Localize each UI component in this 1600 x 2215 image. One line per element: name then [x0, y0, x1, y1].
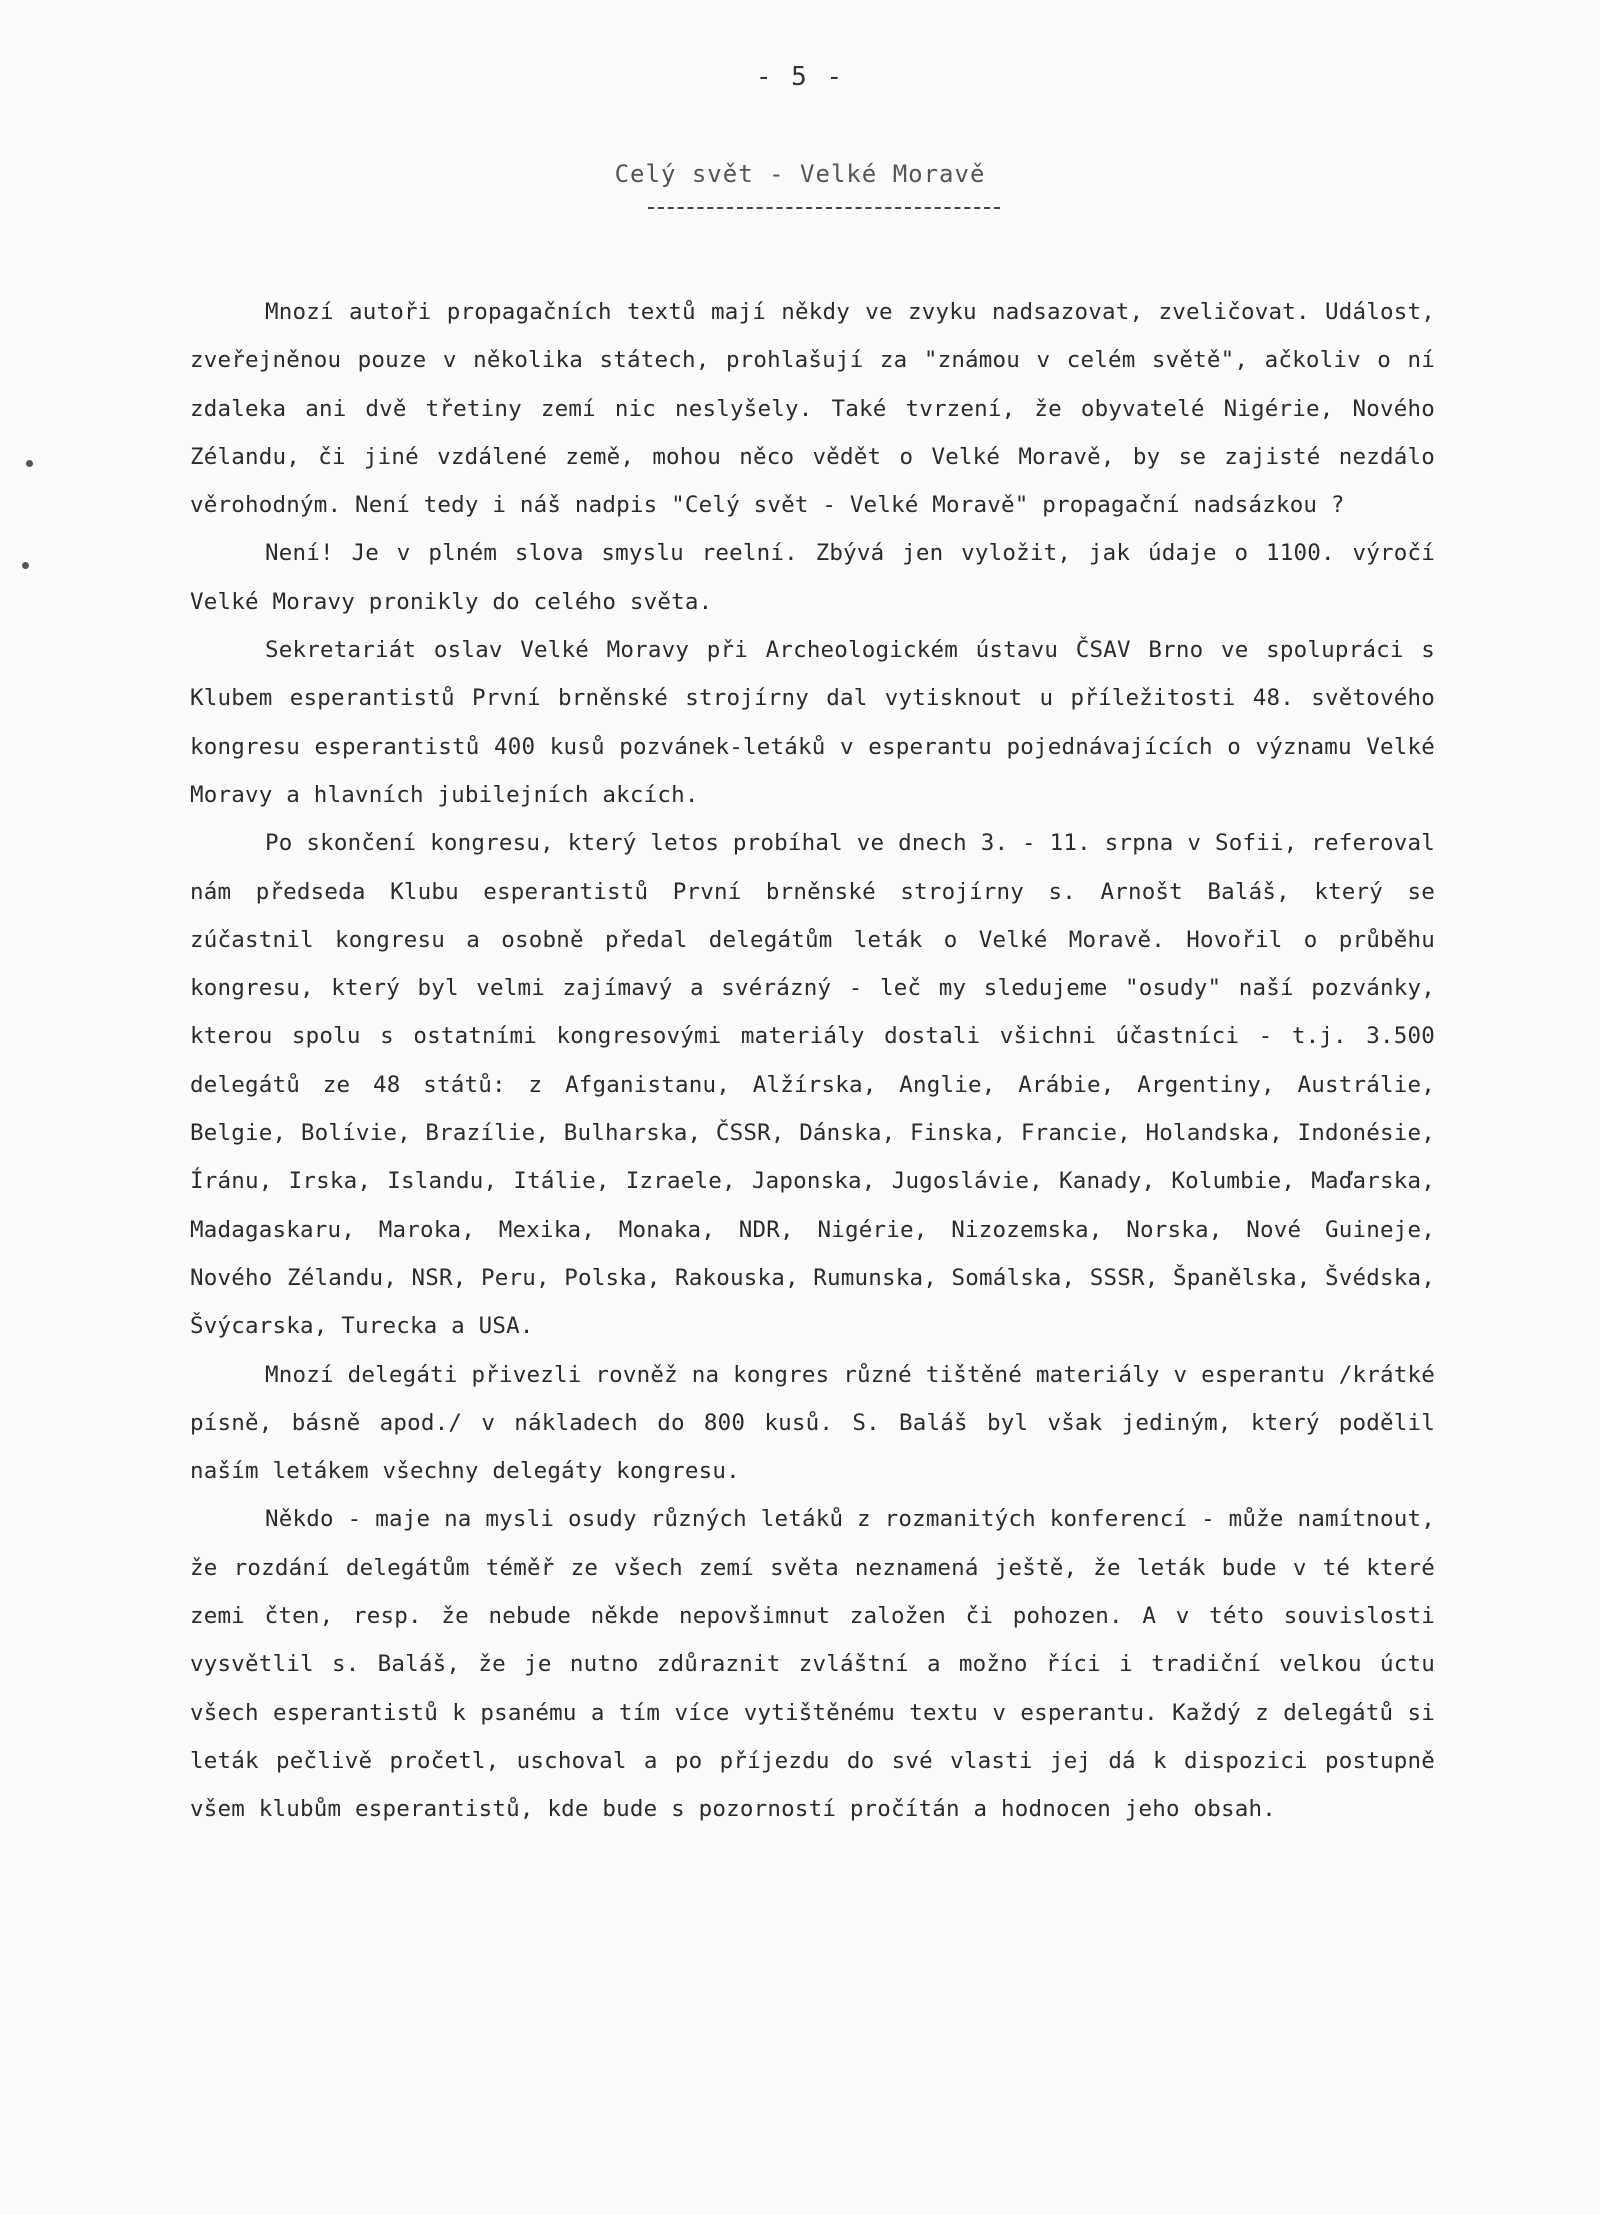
paragraph: Sekretariát oslav Velké Moravy při Archeologickém ústavu ČSAV Brno ve spolupráci s Klubem esperantistů První brněnské strojírny dal vytisknout u příležitosti 48. světového kongresu esperantistů 400 kusů pozvánek-letáků v esperantu pojednávajících o významu Velké Moravy a hlavních jubilejních akcích. — [190, 637, 1435, 808]
title-block — [0, 160, 1600, 188]
paragraph: Není! Je v plném slova smyslu reelní. Zbývá jen vyložit, jak údaje o 1100. výročí Velké Moravy pronikly do celého světa. — [190, 540, 1435, 615]
paragraph: Mnozí delegáti přivezli rovněž na kongres různé tištěné materiály v esperantu /krátké písně, básně apod./ v nákladech do 800 kusů. S. Baláš byl však jediným, který podělil naším letákem všechny delegáty kongresu. — [190, 1361, 1435, 1485]
page-number: - 5 - — [755, 62, 845, 92]
paragraph: Po skončení kongresu, který letos probíhal ve dnech 3. - 11. srpna v Sofii, referoval nám předseda Klubu esperantistů První brněnské strojírny s. Arnošt Baláš, který se zúčastnil kongresu a osobně předal delegátům leták o Velké Moravě. Hovořil o průběhu kongresu, který byl velmi zajímavý a svérázný - leč my sledujeme "osudy" naší pozvánky, kterou spolu s ostatními kongresovými materiály dostali všichni účastníci - t.j. 3.500 delegátů ze 48 států: z Afganistanu, Alžírska, Anglie, Arábie, Argentiny, Austrálie, Belgie, Bolívie, Brazílie, Bulharska, ČSSR, Dánska, Finska, Francie, Holandska, Indonésie, Íránu, Irska, Islandu, Itálie, Izraele, Japonska, Jugoslávie, Kanady, Kolumbie, Maďarska, Madagaskaru, Maroka, Mexika, Monaka, NDR, Nigérie, Nizozemska, Norska, Nové Guineje, Nového Zélandu, NSR, Peru, Polska, Rakouska, Rumunska, Somálska, SSSR, Španělska, Švédska, Švýcarska, Turecka a USA. — [190, 830, 1435, 1340]
margin-mark — [26, 460, 33, 467]
margin-mark — [22, 562, 29, 569]
article-body — [190, 288, 1435, 1834]
paragraph: Mnozí autoři propagačních textů mají někdy ve zvyku nadsazovat, zveličovat. Událost, zveřejněnou pouze v několika státech, prohlašují za "známou v celém světě", ačkoliv o ní zdaleka ani dvě třetiny zemí nic neslyšely. Také tvrzení, že obyvatelé Nigérie, Nového Zélandu, či jiné vzdálené země, mohou něco vědět o Velké Moravě, by se zajisté nezdálo věrohodným. Není tedy i náš nadpis "Celý svět - Velké Moravě" propagační nadsázkou ? — [190, 299, 1435, 519]
page-title: Celý svět - Velké Moravě — [614, 160, 986, 188]
title-underline — [648, 207, 1000, 209]
paragraph: Někdo - maje na mysli osudy různých letáků z rozmanitých konferencí - může namítnout, že rozdání delegátům téměř ze všech zemí světa neznamená ještě, že leták bude v té které zemi čten, resp. že nebude někde nepovšimnut založen či pohozen. A v této souvislosti vysvětlil s. Baláš, že je nutno zdůraznit zvláštní a možno říci i tradiční velkou úctu všech esperantistů k psanému a tím více vytištěnému textu v esperantu. Každý z delegátů si leták pečlivě pročetl, uschoval a po příjezdu do své vlasti jej dá k dispozici postupně všem klubům esperantistů, kde bude s pozorností pročítán a hodnocen jeho obsah. — [190, 1506, 1435, 1823]
